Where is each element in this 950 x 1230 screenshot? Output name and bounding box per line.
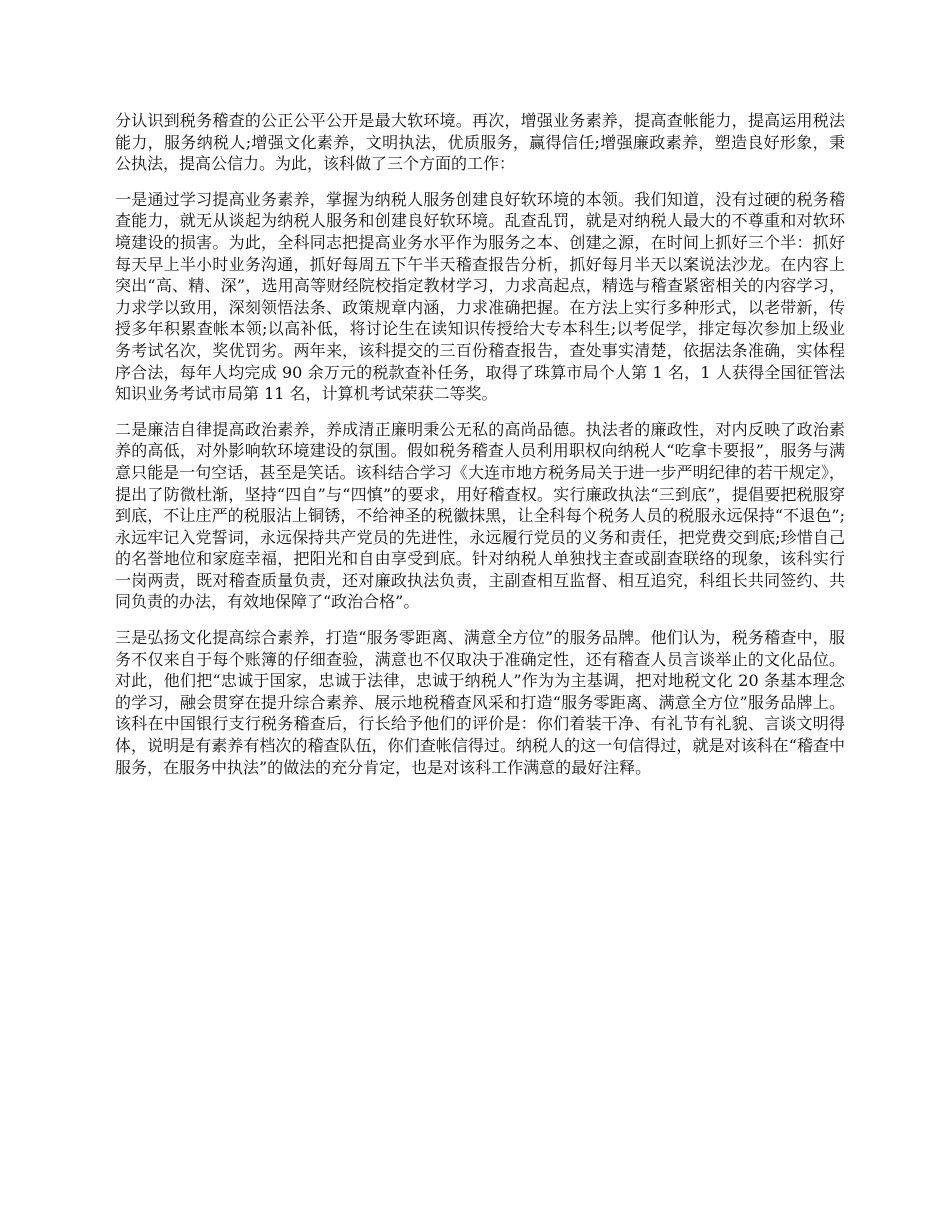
paragraph-business-literacy: 一是通过学习提高业务素养，掌握为纳税人服务创建良好软环境的本领。我们知道，没有过硬的税务稽查能力，就无从谈起为纳税人服务和创建良好软环境。乱查乱罚，就是对纳税人最大的不尊重和对软环境建设的损害。为此，全科同志把提高业务水平作为服务之本、创建之源，在时间上抓好三个半：抓好每天早上半小时业务沟通，抓好每周五下午半天稽查报告分析，抓好每月半天以案说法沙龙。在内容上突出“高、精、深”，选用高等财经院校指定教材学习，力求高起点，精选与稽查紧密相关的内容学习，力求学以致用，深刻领悟法条、政策规章内涵，力求准确把握。在方法上实行多种形式，以老带新，传授多年积累查帐本领;以高补低，将讨论生在读知识传授给大专本科生;以考促学，排定每次参加上级业务考试名次，奖优罚劣。两年来，该科提交的三百份稽查报告，查处事实清楚，依据法条准确，实体程序合法，每年人均完成 90 余万元的税款查补任务，取得了珠算市局个人第 1 名，1 人获得全国征管法知识业务考试市局第 11 名，计算机考试荣获二等奖。 [115, 189, 845, 404]
paragraph-cultural-literacy: 三是弘扬文化提高综合素养，打造“服务零距离、满意全方位”的服务品牌。他们认为，税务稽查中，服务不仅来自于每个账簿的仔细查验，满意也不仅取决于准确定性，还有稽查人员言谈举止的文化品位。对此，他们把“忠诚于国家，忠诚于法律，忠诚于纳税人”作为为主基调，把对地税文化 20 条基本理念的学习，融会贯穿在提升综合素养、展示地税稽查风采和打造“服务零距离、满意全方位”服务品牌上。该科在中国银行支行税务稽查后，行长给予他们的评价是：你们着装干净、有礼节有礼貌、言谈文明得体，说明是有素养有档次的稽查队伍，你们查帐信得过。纳税人的这一句信得过，就是对该科在“稽查中服务，在服务中执法”的做法的充分肯定，也是对该科工作满意的最好注释。 [115, 628, 845, 777]
paragraph-intro: 分认识到税务稽查的公正公平公开是最大软环境。再次，增强业务素养，提高查帐能力，提高运用税法能力，服务纳税人;增强文化素养，文明执法，优质服务，赢得信任;增强廉政素养，塑造良好形象，秉公执法，提高公信力。为此，该科做了三个方面的工作： [115, 111, 845, 174]
paragraph-political-literacy: 二是廉洁自律提高政治素养，养成清正廉明秉公无私的高尚品德。执法者的廉政性，对内反映了政治素养的高低，对外影响软环境建设的氛围。假如税务稽查人员利用职权向纳税人“吃拿卡要报”，服务与满意只能是一句空话，甚至是笑话。该科结合学习《大连市地方税务局关于进一步严明纪律的若干规定》，提出了防微杜渐，坚持“四自”与“四慎”的要求，用好稽查权。实行廉政执法“三到底”，提倡要把税服穿到底，不让庄严的税服沾上铜锈，不给神圣的税徽抹黑，让全科每个税务人员的税服永远保持“不退色”;永远牢记入党誓词，永远保持共产党员的先进性，永远履行党员的义务和责任，把党费交到底;珍惜自己的名誉地位和家庭幸福，把阳光和自由享受到底。针对纳税人单独找主查或副查联络的现象，该科实行一岗两责，既对稽查质量负责，还对廉政执法负责，主副查相互监督、相互追究，科组长共同签约、共同负责的办法，有效地保障了“政治合格”。 [115, 419, 845, 612]
document-body [115, 110, 845, 792]
